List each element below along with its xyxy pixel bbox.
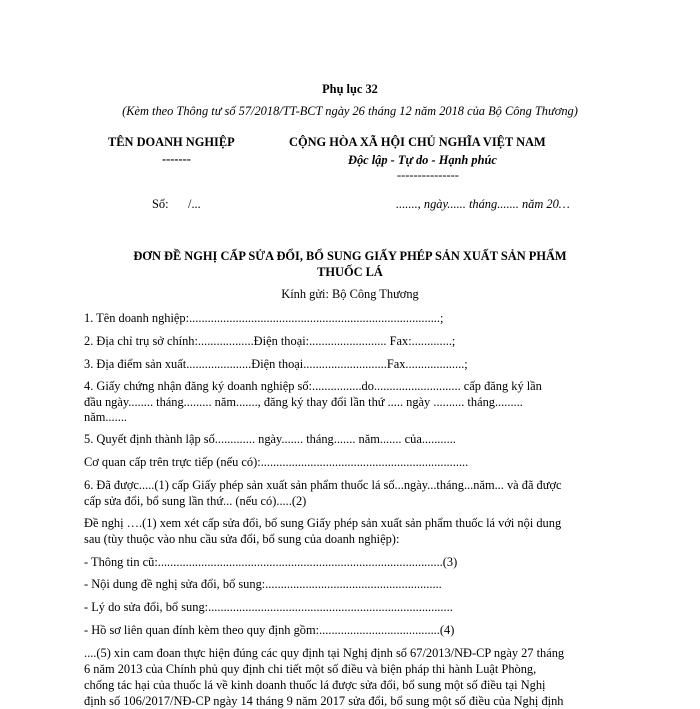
- item-license-history-line2: cấp sửa đổi, bổ sung lần thứ... (nếu có).....(2): [84, 494, 307, 508]
- item-business-registration-line1: 4. Giấy chứng nhận đăng ký doanh nghiệp số:................do............................ cấp đăng ký lần: [84, 379, 542, 393]
- form-title-line2: THUỐC LÁ: [317, 265, 383, 279]
- form-title-line1: ĐƠN ĐỀ NGHỊ CẤP SỬA ĐỔI, BỔ SUNG GIẤY PHÉP SẢN XUẤT SẢN PHẨM: [133, 249, 567, 263]
- commitment-line2: 6 năm 2013 của Chính phủ quy định chi tiết một số điều và biện pháp thi hành Luật Phòng,: [84, 662, 537, 676]
- request-line2: sau (tùy thuộc vào nhu cầu sửa đổi, bổ sung của doanh nghiệp):: [84, 532, 400, 546]
- item-license-history-line1: 6. Đã được.....(1) cấp Giấy phép sản xuất sản phẩm thuốc lá số...ngày...tháng...năm... và đã được: [84, 478, 562, 492]
- appendix-subtitle: (Kèm theo Thông tư số 57/2018/TT-BCT ngày 26 tháng 12 năm 2018 của Bộ Công Thương): [122, 104, 578, 118]
- commitment-line3: chống tác hại của thuốc lá về kinh doanh thuốc lá được sửa đổi, bổ sung một số điều tại Nghị: [84, 678, 546, 692]
- item-production-site: 3. Địa điểm sản xuất.....................Điện thoại...........................Fax...................;: [84, 357, 468, 371]
- item-supervising-agency: Cơ quan cấp trên trực tiếp (nếu có):...................................................................: [84, 455, 469, 469]
- field-old-info: - Thông tin cũ:............................................................................................(3): [84, 555, 458, 569]
- document-number-label: Số:: [152, 197, 169, 211]
- recipient-line: Kính gửi: Bộ Công Thương: [281, 287, 419, 301]
- country-name: CỘNG HÒA XÃ HỘI CHỦ NGHĨA VIỆT NAM: [289, 135, 546, 149]
- item-company-name: 1. Tên doanh nghiệp:.................................................................................;: [84, 311, 444, 325]
- motto-dashes: ---------------: [397, 168, 459, 182]
- item-business-registration-line3: năm.......: [84, 410, 128, 424]
- document-date-line: ......., ngày...... tháng....... năm 20…: [396, 197, 570, 211]
- item-establishment-decision: 5. Quyết định thành lập số............. ngày....... tháng....... năm....... của...........: [84, 432, 456, 446]
- item-head-office: 2. Địa chỉ trụ sở chính:..................Điện thoại:......................... Fax:.............;: [84, 334, 456, 348]
- commitment-line4: định số 106/2017/NĐ-CP ngày 14 tháng 9 năm 2017 sửa đổi, bổ sung một số điều của Nghị định: [84, 694, 564, 708]
- document-number-value: /...: [188, 197, 201, 211]
- commitment-line1: ....(5) xin cam đoan thực hiện đúng các quy định tại Nghị định số 67/2013/NĐ-CP ngày 27 tháng: [84, 646, 565, 660]
- field-attached-dossier: - Hồ sơ liên quan đính kèm theo quy định gồm:.......................................(4): [84, 623, 455, 637]
- national-motto: Độc lập - Tự do - Hạnh phúc: [348, 153, 497, 167]
- company-name: TÊN DOANH NGHIỆP: [108, 135, 235, 149]
- company-dashes: -------: [162, 152, 191, 166]
- appendix-title: Phụ lục 32: [322, 82, 378, 96]
- request-line1: Đề nghị ….(1) xem xét cấp sửa đổi, bổ sung Giấy phép sản xuất sản phẩm thuốc lá với nội dung: [84, 516, 562, 530]
- field-change-reason: - Lý do sửa đổi, bổ sung:...............................................................................: [84, 600, 453, 614]
- field-proposed-changes: - Nội dung đề nghị sửa đổi, bổ sung:.........................................................: [84, 577, 442, 591]
- item-business-registration-line2: đầu ngày........ tháng......... năm......., đăng ký thay đổi lần thứ ..... ngày .......... tháng.........: [84, 395, 523, 409]
